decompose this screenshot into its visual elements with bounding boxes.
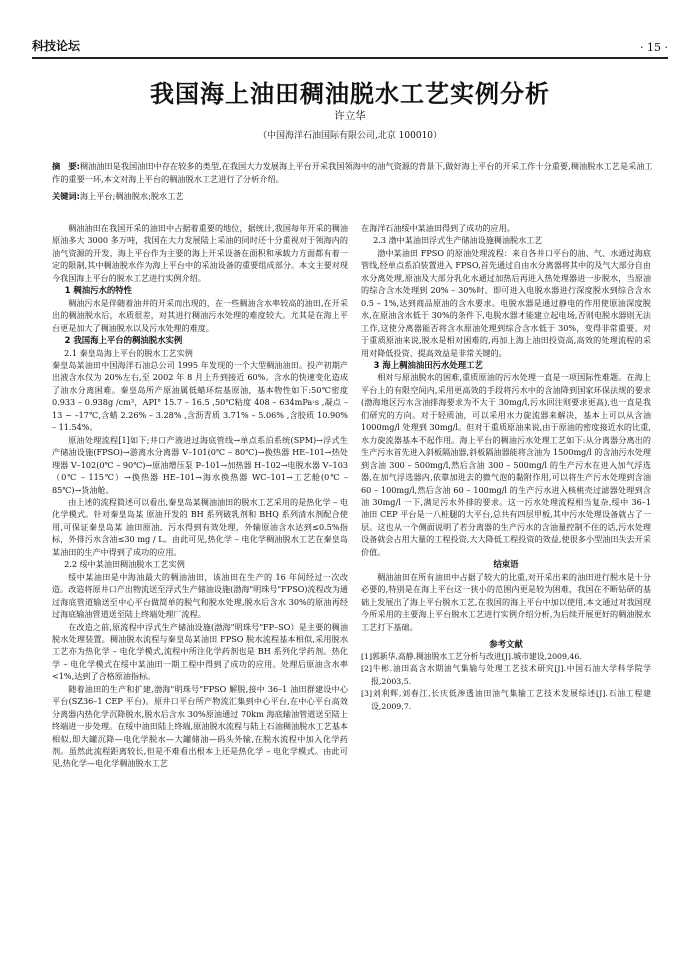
body-paragraph: 稠油污水是伴随着油井的开采而出现的，在一些稠油含水率较高的油田,在开采出的稠油脱水后，水质很差，对其进行稠油污水处理的难度较大。尤其是在海上平台更是加大了稠油脱水以及污水处理的难度。 [52,297,348,333]
subsection-heading: 2.2 绥中某油田稠油脱水工艺实例 [64,559,185,570]
section-label: 科技论坛 [32,39,81,53]
right-column-body [361,222,651,633]
keywords [52,191,660,202]
body-paragraph: 稠油油田在我国开采的油田中占据着重要的地位，据统计,我国每年开采的稠油原油多大 3000 多万吨，我国在大力发展陆上采油的同时还十分重视对于领海内的油气资源的开发，海上平台作为主要的海上开采设备在面积和承载力方面都有着一定的限制,其中稠油脱水作为海上平台中的采油设备的重要组成部分。本文主要对现今我国海上平台的脱水工艺进行实例介绍。 [52,223,348,283]
body-paragraph: 秦皇岛某油田中国海洋石油总公司 1995 年发现的一个大型稠油油田。投产初期产出液含水仅为 20%左右,至 2002 年 8 月上升到接近 60%。含水的快速变化造成了油水分离困难。秦皇岛所产原油属低蜡环烷基原油，基本物性如下:50℃密度 0.933 – 0.938g /cm³，API° 15.7 – 16.5 ,50℃粘度 408 – 634mPa·s ,凝点 –13 ~ –17℃,含蜡 2.26% – 3.28% ,含沥青质 3.71% – 5.06% ,含胶质 10.90% – 11.54%。 [52,359,348,433]
body-paragraph: 随着油田的生产和扩建,渤海"明珠号"FPSO 解脱,接中 36–1 油田群建设中心平台(SZ36–1 CEP 平台)。原井口平台所产物流汇集到中心平台,在中心平台高效分离器内热化学沉降脱水,脱水后含水 30%原油通过 70km 海底输油管道送至陆上终端进一步处理。在绥中油田陆上终端,原油脱水流程与陆上石油稠油脱水工艺基本相似,即大罐沉降—电化学脱水—大罐储油—码头外输,在脱水流程中加入化学药剂。虽然此流程距离较长,但是不难看出根本上还是热化学 – 电化学模式。由此可见,热化学—电化学稠油脱水工艺 [52,683,348,769]
author-name: 许立华 [334,110,366,122]
subsection-heading: 2.1 秦皇岛海上平台的脱水工艺实例 [64,347,193,358]
subsection-heading: 2.3 渤中某油田浮式生产储油设施稠油脱水工艺 [373,235,543,246]
body-paragraph: 在海洋石油绥中某油田得到了成功的应用。 [361,223,515,233]
body-paragraph: 原油处理流程[1]如下;井口产液进过海底管线→单点系泊系统(SPM)→浮式生产储油设施(FPSO)→游离水分离器 V–101(0℃ – 80℃)→换热器 HE–101→热处理器 V–102(0℃ – 90℃)→原油增压泵 P–101→加热器 H–102→电脱水器 V–103（0℃ – 115℃）→换热器 HE–101→海水换热器 WC–101→工艺舱(0℃ – 85℃)→货油舱。 [52,434,348,495]
keywords-text: 海上平台;稠油脱水;脱水工艺 [79,191,184,201]
abstract-text: 稠油油田是我国油田中存在较多的类型,在我国大力发展海上平台开采我国领海中的油气资源的背景下,做好海上平台的开采工作十分重要,稠油脱水工艺是采油工作的重要一环,本文对海上平台的稠油脱水工艺进行了分析介绍。 [52,161,653,184]
abstract-label: 摘 要: [52,161,80,171]
keywords-label: 关键词: [52,191,80,201]
section-heading: 1 稠油污水的特性 [64,285,132,296]
body-paragraph: 相对与原油脱水的困难,重质原油的污水处理一直是一项国际性难题。在海上平台上的有限空间内,采用更高效的手段将污水中的含油降到国家环保法规的要求(渤海地区污水含油排海要求为不大于 30mg/l,污水回注则要求更高),也一直是我们研究的方向。对于轻质油，可以采用水力旋流器来解决，基本上可以从含油 1000mg/l 处理到 30mg/l。但对于重质原油来说,由于原油的密度接近水的比重,水力旋流器基本不起作用。海上平台的稠油污水处理工艺如下:从分离器分离出的生产污水首先进入斜板隔油器,斜板隔油器能将含油为 1500mg/l 的含油污水处理到含油 300 – 500mg/l,然后含油 300 – 500mg/l 的生产污水在进入加气浮选器,在加气浮选器内,依靠加进去的微气泡的黏附作用,可以将生产污水处理到含油 60 – 100mg/l,然后含油 60 – 100mg/l 的生产污水进入核桃壳过滤器处理到含油 30mg/l 一下,满足污水外排的要求。这一污水处理流程相当复杂,绥中 36–1 油田 CEP 平台是一八桩腿的大平台,总共有四层甲板,其中污水处理设备就占了一层。这也从一个侧面说明了若分离器的生产污水的含油量控制不住的话,污水处理设备就会占用大量的工程投资,大大降低工程投资的效益,使很多小型油田失去开采价值。 [361,372,651,557]
body-paragraph: 在改造之前,原流程中浮式生产储油设施(渤海"明珠号"FP–SO）是主要的稠油脱水处理装置。稠油脱水流程与秦皇岛某油田 FPSO 脱水流程基本相似,采用脱水工艺亦为热化学 – 电化学模式,流程中所注化学药剂也是 BH 系列化学药剂。热化学 – 电化学模式在绥中某油田一期工程中得到了成功的应用。处理后原油含水率<1%,达到了合格原油指标。 [52,621,348,682]
abstract [52,160,660,186]
page-header [32,34,668,59]
page-number: · 15 · [640,41,668,54]
reference-item: [2]牛彬.油田高含水期油气集输与处理工艺技术研究[J].中国石油大学科学院学报,2003,5. [361,664,651,686]
right-column [361,222,651,713]
author-affiliation: （中国海洋石油国际有限公司,北京 100010） [257,131,443,141]
reference-item: [3]刘利辉,刘春江,长庆低渗透油田油气集输工艺技术发展综述[J].石油工程建设,2009,7. [361,689,651,711]
article-title: 我国海上油田稠油脱水工艺实例分析 [150,80,550,108]
reference-item: [1]郭新华,高静.稠油脱水工艺分析与改进[J].城市建设,2009,46. [361,651,582,661]
section-heading: 2 我国海上平台的稠油脱水实例 [64,335,183,346]
section-heading: 3 海上稠油油田污水处理工艺 [373,359,483,370]
body-paragraph: 由上述的流程简述可以看出,秦皇岛某稠油油田的脱水工艺采用的是热化学 – 电化学模式。针对秦皇岛某 原油开发的 BH 系列破乳剂和 BHQ 系列清水剂配合使用,可保证秦皇岛某 油田原油、污水得到有效处理，外输原油含水达到≤0.5%指标，外排污水含油≤30 mg / L。由此可见,热化学 – 电化学稠油脱水工艺在秦皇岛某油田的生产中得到了成功的应用。 [52,496,348,557]
reference-list [361,651,651,713]
body-paragraph: 绥中某油田是中海油最大的稠油油田，该油田在生产的 16 年间经过一次改造。改造将原井口产出物流送至浮式生产储油设施(渤海"明珠号"FPSO)流程改为通过海底管道输送至中心平台做简单的脱气和脱水处理,脱水后含水 30%的原油再经过海底输油管道送至陆上终端处理厂流程。 [52,571,349,620]
body-paragraph: 渤中某油田 FPSO 的原油处理流程：来自各井口平台的油、气、水通过海底管线,经单点系泊装置进入 FPSO,首先通过自由水分离器将其中的及气大部分自由水分离处理,原油及大部分乳化水通过加热后再进入热处理器进一步脱水，当原油的综合含水处理到 20% – 30%时。即可进入电脱水器进行深度脱水到综合含水 0.5 – 1%,达到商品原油的含水要求。电脱水器是通过静电的作用使原油深度脱水,在原油含水低于 30%的条件下,电脱水器才能建立起电场,否则电脱水器则无法工作,这使分离器能否将含水原油处理到综合含水低于 30%，变得非常重要。对于重质原油来说,脱水是相对困难的,再加上海上油田投资高,高效的处理流程的采用对降低投资、提高效益是非常关键的。 [361,247,651,358]
body-paragraph: 稠油油田在所有油田中占据了较大的比重,对开采出来的油田进行脱水是十分必要的,特别是在海上平台这一狭小的范围内更是较为困难，我国在不断钻研的基础上发展出了海上平台脱水工艺,在我国的海上平台中加以使用,本文通过对我国现今所采用的主要海上平台脱水工艺进行实例介绍分析,为后续开展更好的稠油脱水工艺打下基础。 [361,571,651,632]
references-title: 参考文献 [489,638,523,649]
left-column [52,222,348,770]
section-heading: 结束语 [493,559,519,570]
